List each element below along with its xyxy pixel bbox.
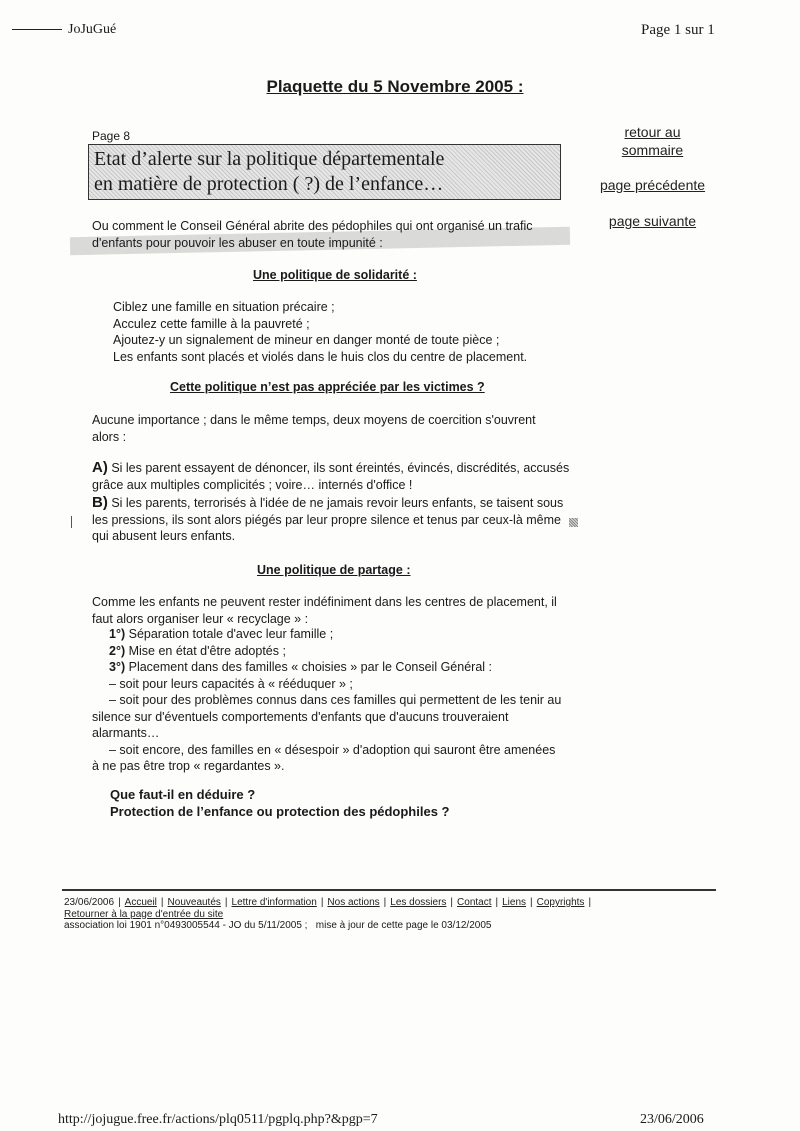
conclusion-line-1: Que faut-il en déduire ? (110, 787, 256, 802)
footer-association (64, 920, 724, 932)
print-footer-date: 23/06/2006 (640, 1112, 704, 1127)
nav-suivante-link[interactable]: page suivante (608, 213, 697, 229)
header-dash (12, 29, 62, 30)
print-header-source (12, 22, 116, 38)
list-item: Ajoutez-y un signalement de mineur en danger monté de toute pièce ; (113, 333, 500, 347)
list-item: Ciblez une famille en situation précaire ; (113, 300, 335, 314)
footer-link-liens[interactable]: Liens (502, 897, 527, 908)
item-number: 1°) (109, 627, 126, 641)
paragraph-b-letter: B) (92, 494, 108, 511)
paragraph-a-text: Si les parent essayent de dénoncer, ils sont éreintés, évincés, discrédités, accusés grâce aux multiples complicités ; voire… internés d'office ! (92, 461, 570, 492)
list-item: Acculez cette famille à la pauvreté ; (113, 316, 310, 331)
footer-link-copyrights[interactable]: Copyrights (536, 897, 585, 908)
footer-association-text: association loi 1901 n°0493005544 - JO du 5/11/2005 ; (64, 920, 308, 931)
nav-page-suivante[interactable] (580, 213, 725, 229)
list-item: Les enfants sont placés et violés dans le huis clos du centre de placement. (113, 349, 528, 364)
intro-paragraph: Ou comment le Conseil Général abrite des pédophiles qui ont organisé un trafic d'enfants pour pouvoir les abuser en toute impunité : (92, 219, 533, 250)
footer-link-accueil[interactable]: Accueil (124, 897, 157, 908)
nav-precedente-link[interactable]: page précédente (599, 177, 706, 193)
footer-links-row: 23/06/2006 | Accueil | Nouveautés | Lettre d'information | Nos actions | Les dossiers | Contact | Liens | Copyrights | (64, 897, 592, 908)
footer-divider (62, 889, 716, 891)
section-heading-victimes: Cette politique n’est pas appréciée par les victimes ? (170, 380, 485, 394)
conclusion-line-2: Protection de l’enfance ou protection des pédophiles ? (110, 804, 450, 819)
footer-link-nouveautes[interactable]: Nouveautés (167, 897, 221, 908)
sub-item: – soit pour des problèmes connus dans ces familles qui permettent de les tenir au silence sur d'éventuels comportements d'enfants que d'aucuns trouveraient alarmants… (92, 693, 562, 740)
section-heading-partage: Une politique de partage : (257, 563, 411, 577)
item-text: Séparation totale d'avec leur famille ; (128, 627, 334, 641)
scan-artifact (569, 518, 578, 527)
banner-line-1: Etat d’alerte sur la politique départementale (94, 148, 445, 170)
section-partage-list (92, 626, 562, 775)
footer-return-link[interactable]: Retourner à la page d'entrée du site (64, 908, 224, 920)
nav-retour-sommaire[interactable] (590, 123, 715, 159)
section-partage-intro: Comme les enfants ne peuvent rester indéfiniment dans les centres de placement, il faut alors organiser leur « recyclage » : (92, 595, 557, 626)
item-number: 2°) (109, 643, 126, 658)
print-header-page-info: Page 1 sur 1 (641, 22, 715, 38)
section-solidarite-list (113, 299, 573, 365)
paragraph-a (92, 460, 577, 493)
nav-retour-line2[interactable]: sommaire (621, 142, 684, 158)
page-label: Page 8 (92, 129, 131, 143)
list-item (92, 643, 562, 660)
sub-item: – soit encore, des familles en « désespoir » d'adoption qui sauront être amenées à ne pas être trop « regardantes ». (92, 742, 556, 773)
conclusion (110, 786, 450, 820)
list-item (92, 626, 562, 643)
nav-page-precedente[interactable] (580, 177, 725, 193)
item-number: 3°) (109, 660, 126, 674)
header-source-text: JoJuGué (68, 22, 117, 37)
print-footer-url: http://jojugue.free.fr/actions/plq0511/pgplq.php?&pgp=7 (58, 1112, 378, 1127)
paragraph-b-text: Si les parents, terrorisés à l'idée de ne jamais revoir leurs enfants, se taisent sous les pressions, ils sont alors piégés par leur propre silence et tenus par ceux-là même qui abusent leurs enfants. (92, 496, 564, 543)
nav-retour-line1[interactable]: retour au (624, 124, 681, 140)
sub-item: – soit pour leurs capacités à « rééduquer » ; (109, 676, 353, 691)
footer-updated: mise à jour de cette page le 03/12/2005 (315, 920, 492, 931)
paragraph-b (92, 495, 577, 545)
footer-link-contact[interactable]: Contact (457, 897, 492, 908)
footer-link-dossiers[interactable]: Les dossiers (390, 897, 447, 908)
section-victimes-intro: Aucune importance ; dans le même temps, deux moyens de coercition s'ouvrent alors : (92, 413, 536, 444)
paragraph-a-letter: A) (92, 459, 108, 476)
site-footer (64, 897, 724, 932)
footer-link-lettre[interactable]: Lettre d'information (231, 897, 317, 908)
list-item (92, 659, 562, 676)
item-text: Placement dans des familles « choisies » par le Conseil Général : (128, 660, 492, 674)
item-text: Mise en état d'être adoptés ; (128, 643, 286, 658)
banner-line-2: en matière de protection ( ?) de l’enfance… (94, 173, 444, 195)
footer-date: 23/06/2006 (64, 897, 115, 908)
margin-tick (71, 516, 72, 528)
section-heading-solidarite: Une politique de solidarité : (253, 268, 417, 282)
page-title: Plaquette du 5 Novembre 2005 : (266, 77, 524, 96)
alert-banner (88, 144, 561, 200)
footer-link-actions[interactable]: Nos actions (327, 897, 380, 908)
